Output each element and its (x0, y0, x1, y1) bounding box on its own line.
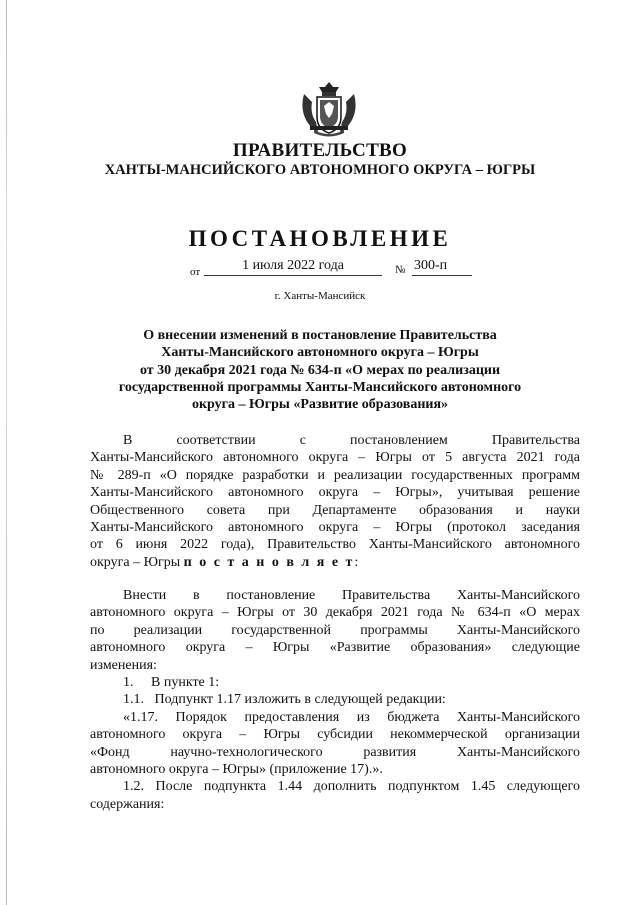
text-line: «Фонд научно-технологического развития Ханты-Мансийского (90, 744, 580, 760)
date-number-row (190, 258, 490, 282)
subject-line: Ханты-Мансийского автономного округа – Югры (161, 345, 479, 361)
text-line: № 289-п «О порядке разработки и реализации государственных программ (90, 467, 580, 483)
city: г. Ханты-Мансийск (274, 290, 366, 302)
text-line: по реализации государственной программы Ханты-Мансийского (90, 622, 580, 638)
text-line: изменения: (90, 657, 157, 673)
preamble-paragraph (90, 432, 580, 571)
region-title: ХАНТЫ-МАНСИЙСКОГО АВТОНОМНОГО ОКРУГА – ЮГРЫ (104, 162, 536, 178)
list-item: 1. В пункте 1: (123, 674, 220, 690)
text-line: содержания: (90, 796, 165, 812)
subject-line: государственной программы Ханты-Мансийского автономного (118, 379, 522, 395)
text-line (90, 554, 580, 571)
list-item: 1.1. Подпункт 1.17 изложить в следующей редакции: (123, 692, 446, 708)
document-type: ПОСТАНОВЛЕНИЕ (188, 226, 452, 251)
document-number: 300-п (412, 258, 472, 276)
document-date: 1 июля 2022 года (204, 258, 382, 276)
main-paragraphs (90, 587, 580, 813)
subject-line: округа – Югры «Развитие образования» (191, 397, 449, 413)
text-line: Ханты-Мансийского автономного округа – Югры», учитывая решение (90, 485, 580, 501)
decree-word: п о с т а н о в л я е т (183, 554, 355, 570)
text-line: Общественного совета при Департаменте образования и науки (90, 502, 580, 518)
text-line: автономного округа – Югры от 30 декабря 2021 года № 634-п «О мерах (90, 605, 580, 621)
subject-line: О внесении изменений в постановление Правительства (143, 328, 497, 343)
page-edge (6, 0, 7, 905)
text-line: Внести в постановление Правительства Ханты-Мансийского (123, 588, 580, 603)
text-fragment: округа – Югры (90, 554, 184, 570)
coat-of-arms-icon (298, 80, 360, 138)
list-item: 1.2. После подпункта 1.44 дополнить подпунктом 1.45 следующего (123, 779, 580, 795)
text-line: от 6 июня 2022 года), Правительство Ханты-Мансийского автономного (90, 537, 580, 553)
subject-line: от 30 декабря 2021 года № 634-п «О мерах по реализации (139, 362, 501, 378)
text-line: В соответствии с постановлением Правительства (123, 433, 580, 448)
text-line: Ханты-Мансийского автономного округа – Югры от 5 августа 2021 года (90, 450, 580, 466)
text-fragment: : (354, 554, 359, 570)
government-title: ПРАВИТЕЛЬСТВО (232, 140, 408, 161)
subject-heading (100, 327, 540, 413)
number-label: № (395, 264, 406, 276)
text-line: «1.17. Порядок предоставления из бюджета Ханты-Мансийского (123, 709, 580, 725)
from-label: от (190, 266, 201, 278)
text-line: автономного округа – Югры субсидии некоммерческой организации (90, 727, 580, 743)
text-line: автономного округа – Югры» (приложение 17).». (90, 761, 383, 777)
text-line: Ханты-Мансийского автономного округа – Югры (протокол заседания (90, 519, 580, 535)
text-line: автономного округа – Югры «Развитие образования» следующие (90, 640, 580, 656)
